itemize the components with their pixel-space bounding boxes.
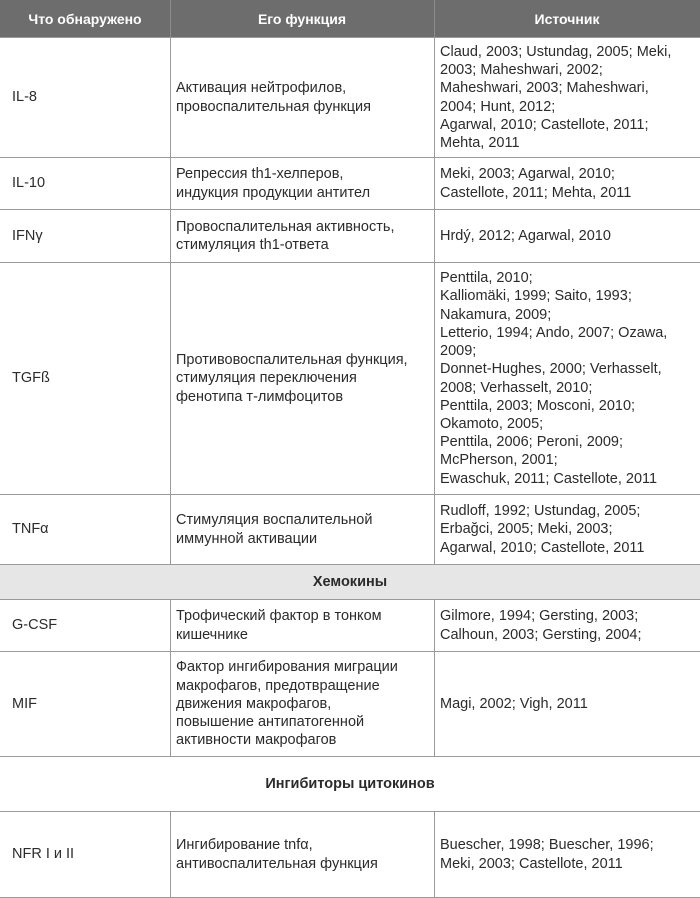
row-source-cell bbox=[434, 263, 700, 494]
table-row bbox=[0, 652, 700, 757]
table-row bbox=[0, 158, 700, 210]
row-function-cell bbox=[170, 210, 434, 262]
row-name-cell bbox=[0, 158, 170, 209]
column-divider bbox=[170, 38, 171, 157]
column-divider bbox=[434, 600, 435, 651]
header-found: Что обнаружено bbox=[28, 11, 142, 27]
row-function-cell bbox=[170, 495, 434, 564]
row-function-cell bbox=[170, 652, 434, 756]
column-divider bbox=[170, 600, 171, 651]
row-name-cell bbox=[0, 38, 170, 157]
table-row bbox=[0, 210, 700, 263]
row-source-cell bbox=[434, 158, 700, 209]
section-title: Ингибиторы цитокинов bbox=[265, 776, 435, 792]
row-source: Buescher, 1998; Buescher, 1996; Meki, 2003; Castellote, 2011 bbox=[440, 837, 654, 872]
column-divider bbox=[434, 0, 435, 37]
row-source-cell bbox=[434, 652, 700, 756]
row-function-cell bbox=[170, 158, 434, 209]
section-header-chemokines bbox=[0, 565, 700, 600]
row-function: Трофический фактор в тонком кишечнике bbox=[176, 608, 382, 643]
column-divider bbox=[170, 0, 171, 37]
section-title: Хемокины bbox=[312, 574, 388, 590]
row-name-cell bbox=[0, 210, 170, 262]
row-name: IL-8 bbox=[12, 89, 37, 106]
row-source: Rudloff, 1992; Ustundag, 2005; Erbağci, 2005; Meki, 2003; Agarwal, 2010; Castellote, 2011 bbox=[440, 503, 645, 556]
table-row bbox=[0, 263, 700, 495]
row-source-cell bbox=[434, 495, 700, 564]
column-divider bbox=[170, 210, 171, 262]
row-source: Gilmore, 1994; Gersting, 2003; Calhoun, 2003; Gersting, 2004; bbox=[440, 608, 642, 643]
column-divider bbox=[434, 495, 435, 564]
row-function: Фактор ингибирования миграции макрофагов, предотвращение движения макрофагов, повышение антипатогенной активности макрофагов bbox=[176, 659, 398, 749]
column-divider bbox=[170, 158, 171, 209]
column-divider bbox=[434, 210, 435, 262]
row-source-cell bbox=[434, 812, 700, 897]
table-row bbox=[0, 38, 700, 158]
row-function: Ингибирование tnfα, антивоспалительная функция bbox=[176, 837, 378, 872]
row-source: Hrdý, 2012; Agarwal, 2010 bbox=[440, 227, 611, 244]
column-divider bbox=[170, 652, 171, 756]
row-source: Meki, 2003; Agarwal, 2010; Castellote, 2011; Mehta, 2011 bbox=[440, 166, 632, 201]
header-function: Его функция bbox=[257, 11, 347, 27]
row-source-cell bbox=[434, 600, 700, 651]
row-name-cell bbox=[0, 600, 170, 651]
row-source-cell bbox=[434, 38, 700, 157]
column-divider bbox=[170, 812, 171, 897]
row-name-cell bbox=[0, 263, 170, 494]
row-function: Репрессия th1-хелперов, индукция продукции антител bbox=[176, 166, 371, 201]
row-source-cell bbox=[434, 210, 700, 262]
row-function: Противовоспалительная функция, стимуляция переключения фенотипа т-лимфоцитов bbox=[176, 352, 408, 405]
table-row bbox=[0, 600, 700, 652]
row-name: MIF bbox=[12, 695, 37, 712]
column-divider bbox=[434, 263, 435, 494]
row-function-cell bbox=[170, 38, 434, 157]
row-name: TGFß bbox=[12, 370, 50, 387]
row-name-cell bbox=[0, 812, 170, 897]
row-source: Penttila, 2010; Kalliomäki, 1999; Saito, 1993; Nakamura, 2009; Letterio, 1994; Ando, 2007; Ozawa, 2009; Donnet-Hughes, 2000; Verhasselt, 2008; Verhasselt, 2010; Penttila, 2003; Mosconi, 2010; Okamoto, 2005; Penttila, 2006; Peroni, 2009; McPherson, 2001; Ewaschuk, 2011; Castellote, 2011 bbox=[440, 270, 668, 487]
table-header bbox=[0, 0, 700, 38]
column-divider bbox=[434, 38, 435, 157]
row-name: G-CSF bbox=[12, 617, 58, 634]
row-name: NFR I и II bbox=[12, 846, 75, 863]
header-source: Источник bbox=[534, 11, 600, 27]
row-function: Активация нейтрофилов, провоспалительная функция bbox=[176, 80, 371, 115]
row-source: Claud, 2003; Ustundag, 2005; Meki, 2003; Maheshwari, 2002; Maheshwari, 2003; Maheshwari, 2004; Hunt, 2012; Agarwal, 2010; Castellote, 2011; Mehta, 2011 bbox=[440, 43, 672, 151]
column-divider bbox=[434, 158, 435, 209]
row-name: IL-10 bbox=[12, 175, 46, 192]
row-name: TNFα bbox=[12, 521, 49, 538]
row-name-cell bbox=[0, 495, 170, 564]
row-function: Стимуляция воспалительной иммунной активации bbox=[176, 512, 373, 547]
table-row bbox=[0, 495, 700, 565]
column-divider bbox=[170, 495, 171, 564]
column-divider bbox=[170, 263, 171, 494]
row-function: Провоспалительная активность, стимуляция th1-ответа bbox=[176, 218, 395, 253]
row-function-cell bbox=[170, 263, 434, 494]
section-header-inhibitors bbox=[0, 757, 700, 812]
row-source: Magi, 2002; Vigh, 2011 bbox=[440, 695, 588, 712]
row-name-cell bbox=[0, 652, 170, 756]
row-function-cell bbox=[170, 600, 434, 651]
table-row bbox=[0, 812, 700, 898]
row-name: IFNγ bbox=[12, 227, 43, 244]
column-divider bbox=[434, 652, 435, 756]
column-divider bbox=[434, 812, 435, 897]
row-function-cell bbox=[170, 812, 434, 897]
